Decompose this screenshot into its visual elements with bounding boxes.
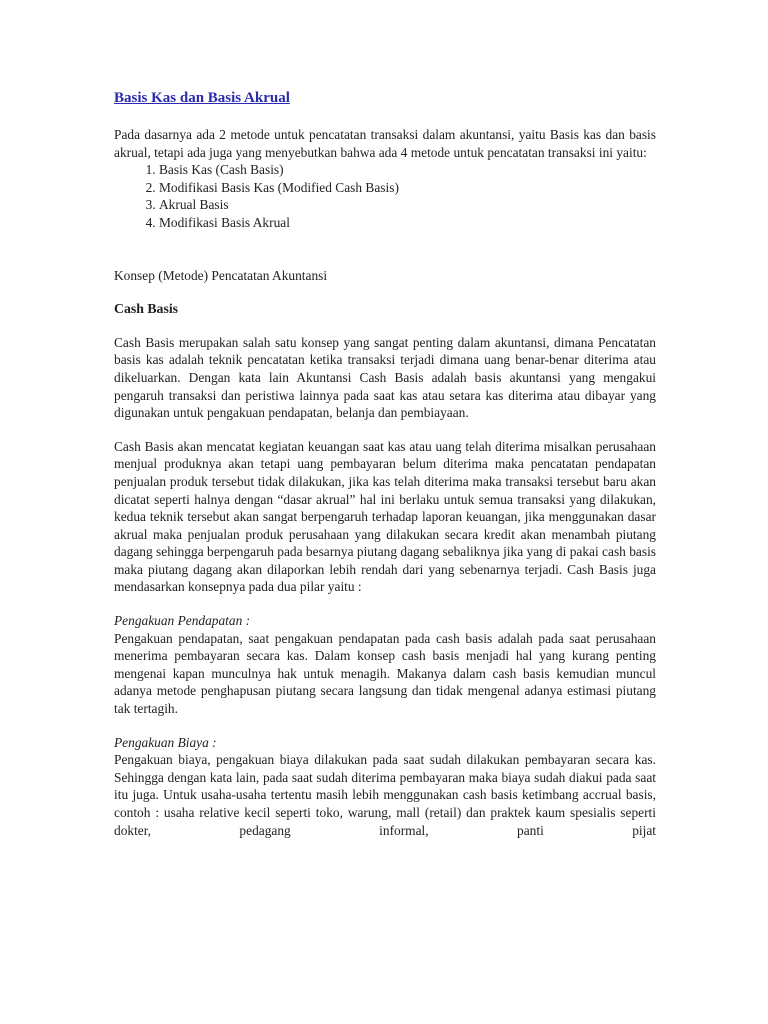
cash-basis-paragraph-1: Cash Basis merupakan salah satu konsep yang sangat penting dalam akuntansi, dimana Pencatatan basis kas adalah teknik pencatatan ketika transaksi terjadi dimana uang benar-benar diterima atau dikeluarkan. Dengan kata lain Akuntansi Cash Basis adalah basis akuntansi yang mengakui pengaruh transaksi dan peristiwa lainnya pada saat kas atau setara kas diterima atau dibayar yang digunakan untuk pengakuan pendapatan, belanja dan pembiayaan.: [114, 334, 656, 421]
list-item: 2. Modifikasi Basis Kas (Modified Cash Basis): [159, 179, 656, 197]
revenue-recognition-heading: Pengakuan Pendapatan :: [114, 613, 251, 629]
cash-basis-heading: Cash Basis: [114, 301, 179, 317]
list-item: 4. Modifikasi Basis Akrual: [159, 214, 656, 232]
expense-recognition-heading: Pengakuan Biaya :: [114, 734, 217, 750]
expense-recognition-text: Pengakuan biaya, pengakuan biaya dilakukan pada saat sudah dilakukan pembayaran secara kas. Sehingga dengan kata lain, pada saat sudah diterima pembayaran maka biaya sudah diakui pada saat itu juga. Untuk usaha-usaha tertentu masih lebih menggunakan cash basis ketimbang accrual basis, contoh : usaha relative kecil seperti toko, warung, mall (retail) dan praktek kaum spesialis seperti dokter, pedagang informal, panti pijat: [114, 752, 656, 838]
revenue-recognition-text: Pengakuan pendapatan, saat pengakuan pendapatan pada cash basis adalah pada saat perusahaan menerima pembayaran secara kas. Dalam konsep cash basis menjadi hal yang kurang penting mengenai kapan munculnya hak untuk menagih. Makanya dalam cash basis kemudian muncul adanya metode penghapusan piutang secara langsung dan tidak mengenal adanya estimasi piutang tak tertagih.: [114, 630, 656, 717]
cash-basis-paragraph-2: Cash Basis akan mencatat kegiatan keuangan saat kas atau uang telah diterima misalkan perusahaan menjual produknya akan tetapi uang pembayaran belum diterima maka pencatatan pendapatan penjualan produk tersebut tidak dilakukan, jika kas telah diterima maka transaksi tersebut baru akan dicatat seperti halnya dengan “dasar akrual” hal ini berlaku untuk semua transaksi yang dilakukan, kedua teknik tersebut akan sangat berpengaruh terhadap laporan keuangan, jika menggunakan dasar akrual maka penjualan produk perusahaan yang dilakukan secara kredit akan menambah piutang dagang sehingga berpengaruh pada besarnya piutang dagang sebaliknya jika yang di pakai cash basis maka piutang dagang akan dilaporkan lebih rendah dari yang sebenarnya terjadi. Cash Basis juga mendasarkan konsepnya pada dua pilar yaitu :: [114, 438, 656, 595]
intro-paragraph: Pada dasarnya ada 2 metode untuk pencatatan transaksi dalam akuntansi, yaitu Basis kas dan basis akrual, tetapi ada juga yang menyebutkan bahwa ada 4 metode untuk pencatatan transaksi ini yaitu:: [114, 127, 656, 160]
document-page: [114, 88, 656, 839]
concept-heading: Konsep (Metode) Pencatatan Akuntansi: [114, 267, 328, 283]
list-item: 1. Basis Kas (Cash Basis): [159, 161, 656, 179]
list-item: 3. Akrual Basis: [159, 196, 656, 214]
methods-list: [114, 161, 656, 231]
document-title[interactable]: Basis Kas dan Basis Akrual: [114, 90, 290, 106]
